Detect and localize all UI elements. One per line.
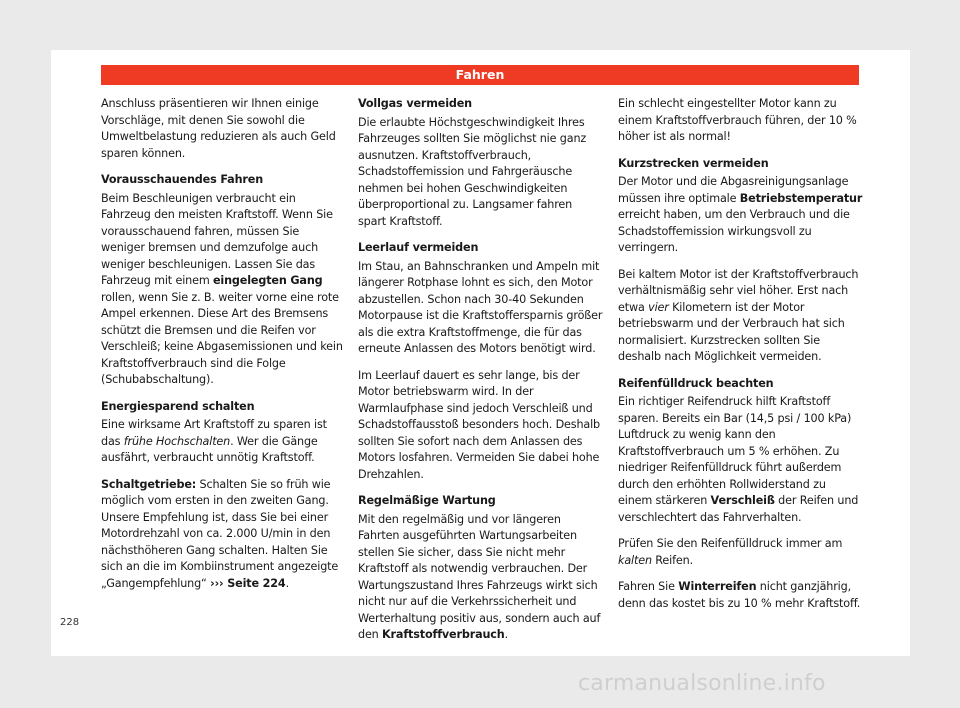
paragraph — [101, 477, 346, 593]
text: Mit den regelmäßig und vor längeren Fahrten ausgeführten Wartungsarbeiten stellen Sie sicher, dass Sie nicht mehr Kraftstoff als notwendig verbrauchen. Der Wartungszustand Ihres Fahrzeugs wirkt sich nicht nur auf die Verkehrssicherheit und Werterhaltung positiv aus, sondern auch auf den — [358, 512, 601, 641]
text: Reifen. — [651, 553, 693, 567]
text: Der Motor und die Abgasreinigungsanlage müssen ihre optimale — [618, 175, 849, 205]
heading-kurzstrecken-vermeiden: Kurzstrecken vermeiden — [618, 156, 769, 170]
emphasis: Verschleiß — [710, 494, 775, 507]
watermark: carmanualsonline.info — [578, 671, 826, 696]
text: Anschluss präsentieren wir Ihnen einige Vorschläge, mit denen Sie sowohl die Umweltbelastung reduzieren als auch Geld sparen können. — [101, 97, 336, 160]
text: Prüfen Sie den Reifenfülldruck immer am — [618, 537, 843, 550]
heading-leerlauf-vermeiden: Leerlauf vermeiden — [358, 241, 479, 254]
emphasis: eingelegten Gang — [212, 274, 323, 287]
heading-regelmaessige-wartung: Regelmäßige Wartung — [358, 494, 496, 507]
text: Beim Beschleunigen verbraucht ein Fahrzeug den meisten Kraftstoff. Wenn Sie vorausschauend fahren, müssen Sie weniger bremsen und demzufolge auch weniger beschleunigen. Lassen Sie das Fahrzeug mit einem — [101, 191, 333, 287]
text: der Reifen und verschlechtert das Fahrverhalten. — [618, 494, 859, 524]
paragraph: Im Stau, an Bahnschranken und Ampeln mit längerer Rotphase lohnt es sich, den Motor abzustellen. Schon nach 30-40 Sekunden Motorpause ist die Kraftstoffersparnis größer als die extra Kraftstoffmenge, die für das erneute Anlassen des Motors benötigt wird. — [358, 259, 603, 355]
emphasis: Betriebstemperatur — [739, 191, 863, 205]
heading-reifenfuelldruck-beachten: Reifenfülldruck beachten — [618, 376, 774, 390]
section-header — [101, 65, 859, 85]
paragraph — [101, 96, 346, 162]
text: . — [504, 628, 508, 641]
paragraph — [618, 394, 863, 526]
text: Schalten Sie so früh wie möglich vom ersten in den zweiten Gang. Unsere Empfehlung ist, dass Sie bei einer Motordrehzahl von ca. 2.000 U/min in den nächsthöheren Gang schalten. Halten Sie sich an die im Kombiinstrument angezeigte „Gangempfehlung“ — [101, 477, 339, 590]
italic-text: vier — [648, 300, 669, 314]
text: . — [285, 576, 289, 590]
column-right — [618, 96, 863, 622]
paragraph — [358, 512, 603, 644]
paragraph — [618, 267, 863, 366]
text: Eine wirksame Art Kraftstoff zu sparen ist das — [101, 418, 327, 448]
page-reference-link[interactable]: ››› Seite 224 — [210, 576, 286, 590]
emphasis: Kraftstoffverbrauch — [382, 628, 505, 641]
text: nicht ganzjährig, denn das kostet bis zu 10 % mehr Kraftstoff. — [618, 580, 861, 610]
section-title: Fahren — [455, 67, 505, 82]
heading-energiesparend-schalten: Energiesparend schalten — [101, 399, 255, 413]
paragraph — [618, 536, 863, 569]
text: Ein richtiger Reifendruck hilft Kraftstoff sparen. Bereits ein Bar (14,5 psi / 100 kPa) Luftdruck zu wenig kann den Kraftstoffverbrauch um 5 % erhöhen. Zu niedriger Reifenfülldruck führt außerdem durch den erhöhten Rollwiderstand zu einem stärkeren — [618, 395, 852, 507]
heading-vorausschauendes-fahren: Vorausschauendes Fahren — [101, 173, 264, 186]
text: Bei kaltem Motor ist der Kraftstoffverbrauch verhältnismäßig sehr viel höher. Erst nach etwa — [618, 267, 859, 314]
column-left — [101, 96, 346, 602]
paragraph — [618, 579, 863, 612]
paragraph — [101, 417, 346, 467]
paragraph: Ein schlecht eingestellter Motor kann zu einem Kraftstoffverbrauch führen, der 10 % höher ist als normal! — [618, 97, 857, 143]
page-number: 228 — [60, 617, 80, 628]
paragraph — [618, 174, 863, 257]
text: Kilometern ist der Motor betriebswarm und der Verbrauch hat sich normalisiert. Kurzstrecken sollten Sie deshalb nach Möglichkeit vermeiden. — [618, 300, 845, 363]
paragraph: Im Leerlauf dauert es sehr lange, bis der Motor betriebswarm wird. In der Warmlaufphase sind jedoch Verschleiß und Schadstoffausstoß besonders hoch. Deshalb sollten Sie sofort nach dem Anlassen des Motors losfahren. Vermeiden Sie dabei hohe Drehzahlen. — [358, 368, 601, 481]
italic-text: kalten — [618, 553, 652, 567]
emphasis: Winterreifen — [678, 580, 757, 593]
text: rollen, wenn Sie z. B. weiter vorne eine rote Ampel erkennen. Diese Art des Bremsens schützt die Bremsen und die Reifen vor Verschleiß; keine Abgasemissionen und kein Kraftstoffverbrauch sind die Folge (Schubabschaltung). — [101, 290, 343, 386]
paragraph: Die erlaubte Höchstgeschwindigkeit Ihres Fahrzeuges sollten Sie möglichst nie ganz ausnutzen. Kraftstoffverbrauch, Schadstoffemission und Fahrgeräusche nehmen bei hohen Geschwindigkeiten überproportional zu. Langsamer fahren spart Kraftstoff. — [358, 115, 587, 228]
text: erreicht haben, um den Verbrauch und die Schadstoffemission wirkungsvoll zu verringern. — [618, 208, 850, 254]
emphasis: Schaltgetriebe: — [101, 477, 197, 491]
text: Fahren Sie — [618, 580, 679, 593]
text: . Wer die Gänge ausfährt, verbraucht unnötig Kraftstoff. — [101, 434, 318, 464]
heading-vollgas-vermeiden: Vollgas vermeiden — [358, 97, 473, 110]
column-middle — [358, 96, 603, 654]
italic-text: frühe Hochschalten — [123, 434, 231, 448]
paragraph — [101, 191, 346, 389]
